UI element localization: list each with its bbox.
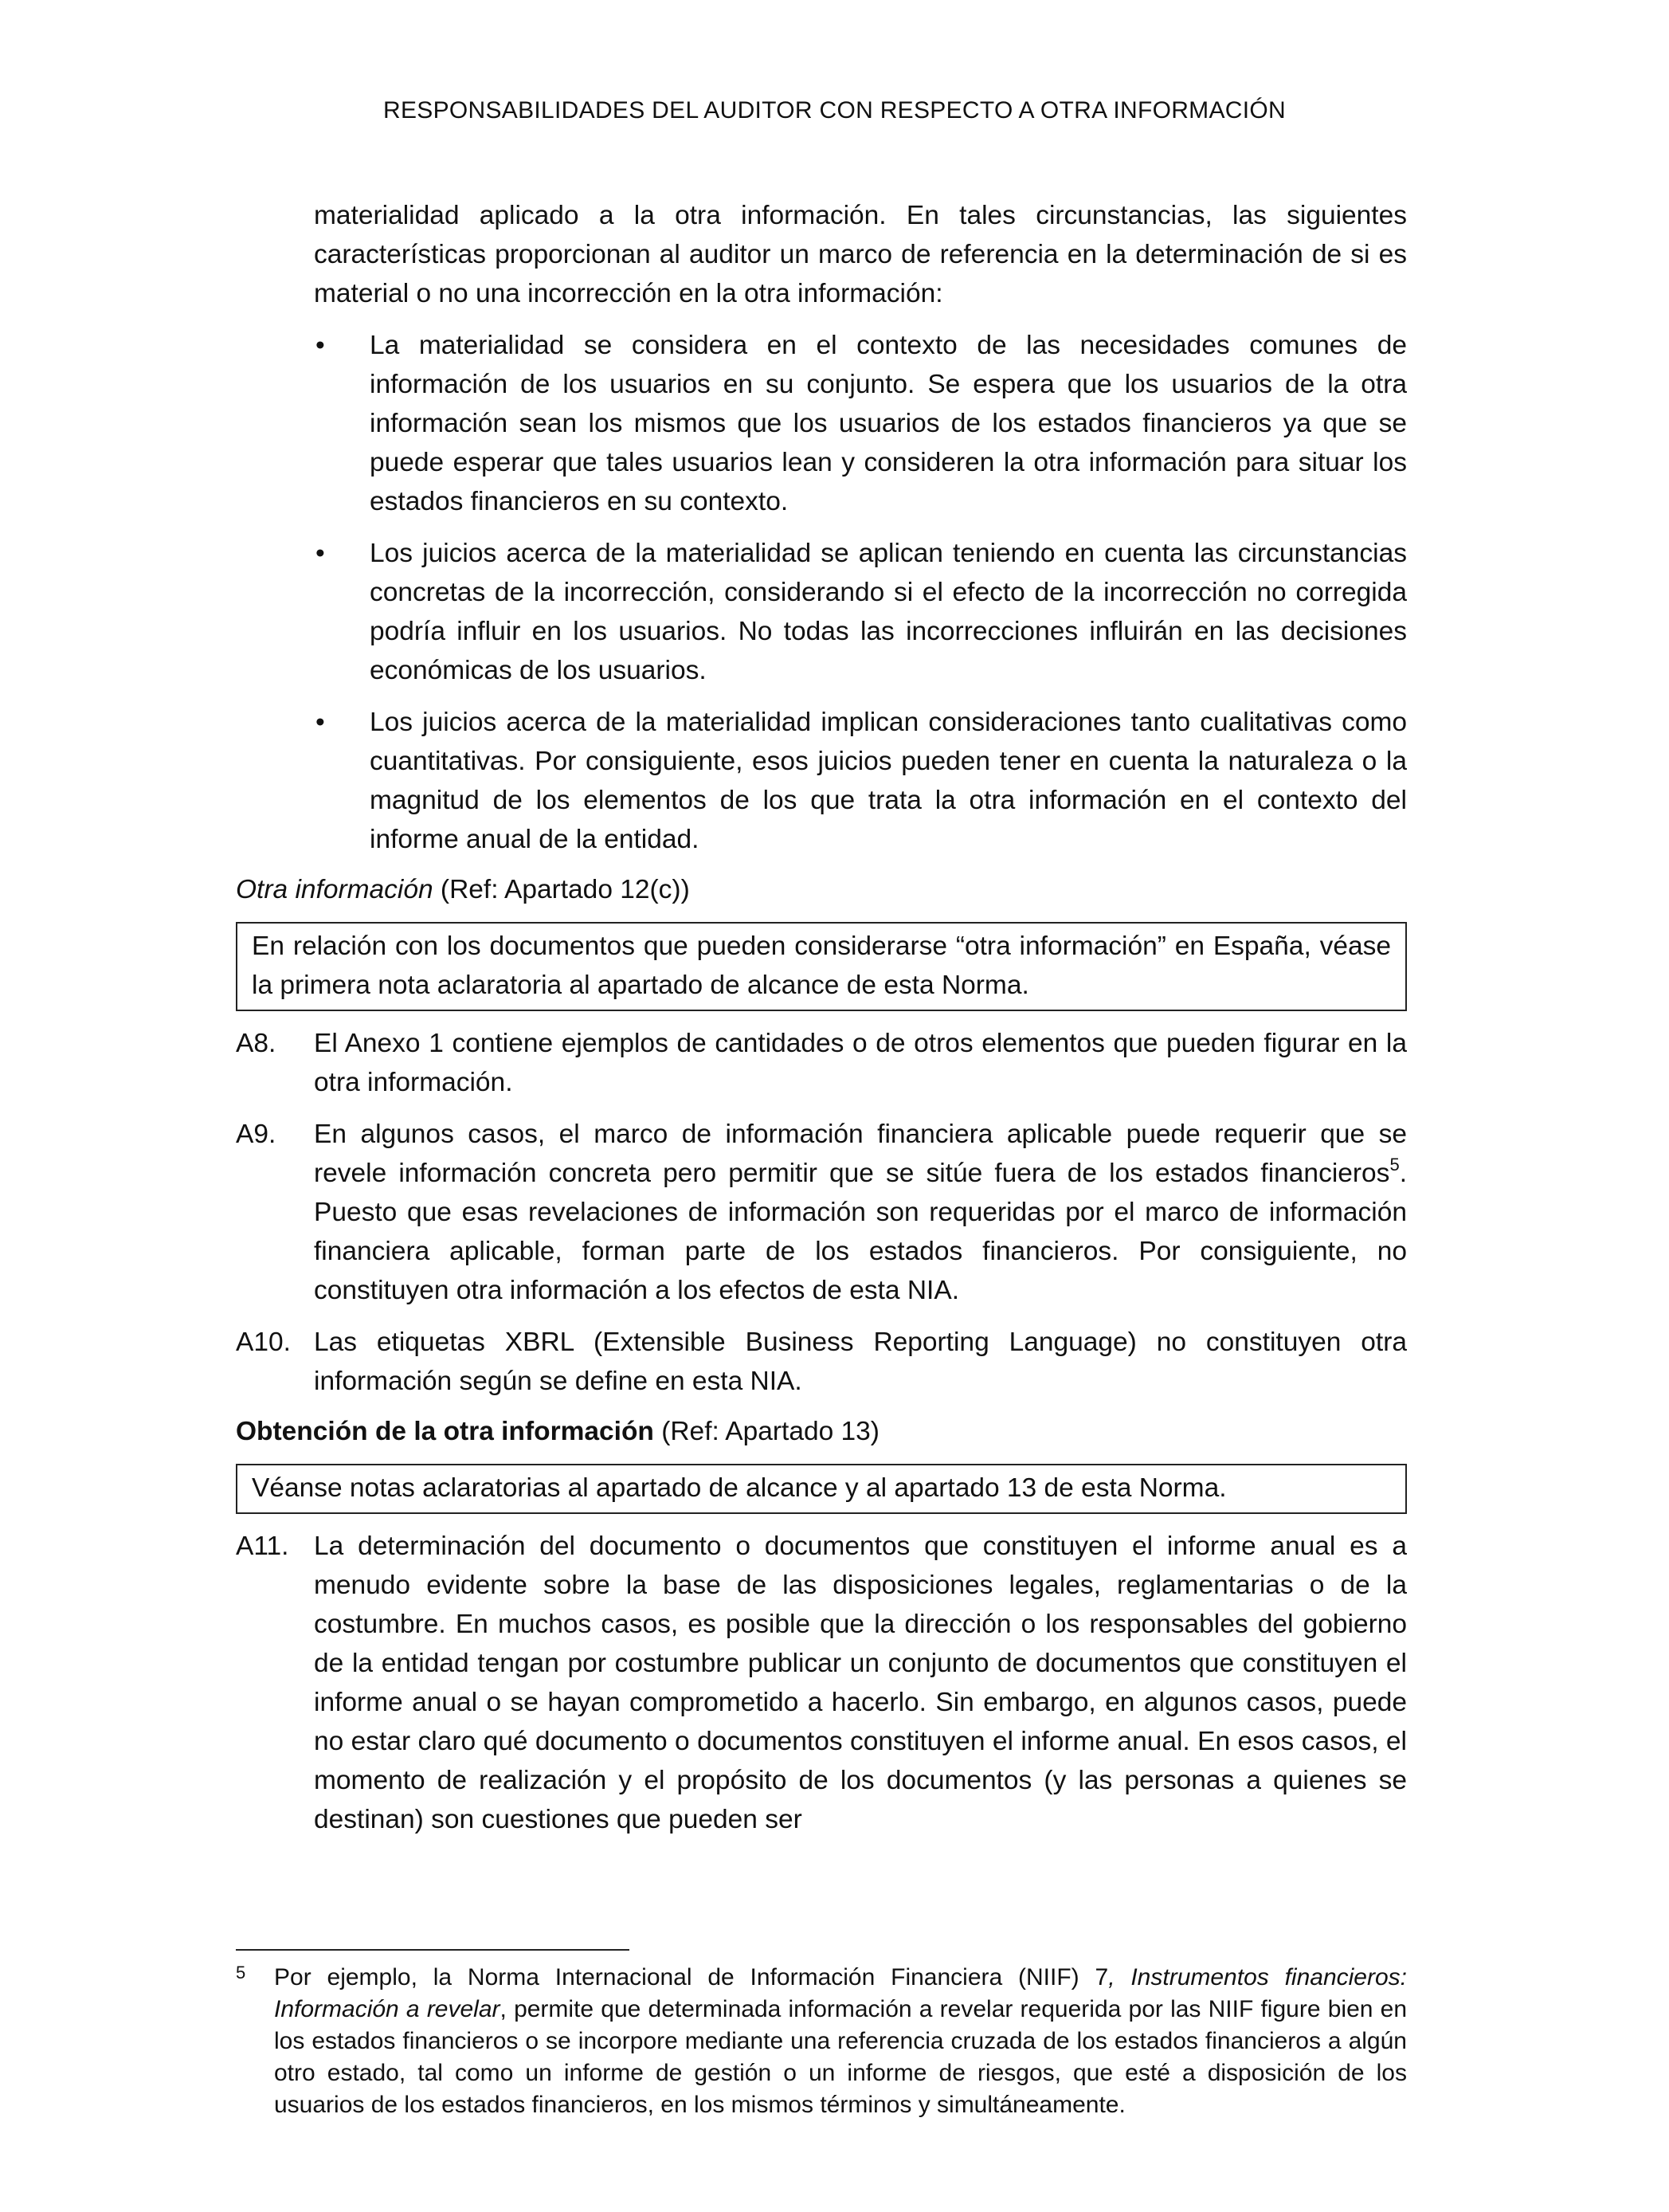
paragraph-text-part: En algunos casos, el marco de información financiera aplicable puede requerir que se revele información concreta pero permitir que se sitúe fuera de los estados financieros xyxy=(314,1120,1407,1188)
main-content xyxy=(236,196,1407,1839)
bullet-icon: • xyxy=(315,708,325,737)
paragraph-text xyxy=(314,1115,1407,1310)
paragraph-number: A10. xyxy=(236,1328,291,1357)
paragraph-a9 xyxy=(236,1115,1407,1310)
footnote-text xyxy=(274,1962,1407,2121)
footnote xyxy=(236,1962,1407,2121)
paragraph-text: La determinación del documento o documentos que constituyen el informe anual es a menudo evidente sobre la base de las disposiciones legales, reglamentarias o de la costumbre. En muchos casos, es posible que la dirección o los responsables del gobierno de la entidad tengan por costumbre publicar un conjunto de documentos que constituyen el informe anual o se hayan comprometido a hacerlo. Sin embargo, en algunos casos, puede no estar claro qué documento o documentos constituyen el informe anual. En esos casos, el momento de realización y el propósito de los documentos (y las personas a quienes se destinan) son cuestiones que pueden ser xyxy=(314,1532,1407,1834)
paragraph-number: A9. xyxy=(236,1120,276,1149)
footnote-text-italic: , Instrumentos financieros: Información a revelar xyxy=(274,1964,1407,2022)
section-heading-ref: (Ref: Apartado 13) xyxy=(653,1417,880,1446)
bullet-text: Los juicios acerca de la materialidad se aplican teniendo en cuenta las circunstancias concretas de la incorrección, considerando si el efecto de la incorrección no corregida podría influir en los usuarios. No todas las incorrecciones influirán en las decisiones económicas de los usuarios. xyxy=(370,539,1407,685)
paragraph-number: A8. xyxy=(236,1029,276,1058)
section-heading-otra-informacion xyxy=(236,870,1407,909)
bullet-item xyxy=(314,534,1407,690)
paragraph-a10 xyxy=(236,1323,1407,1401)
footnote-divider xyxy=(236,1949,629,1951)
intro-paragraph: materialidad aplicado a la otra información. En tales circunstancias, las siguientes características proporcionan al auditor un marco de referencia en la determinación de si es material o no una incorrección en la otra información: xyxy=(314,201,1407,308)
footnote-reference[interactable]: 5 xyxy=(1389,1155,1400,1175)
paragraph-a8 xyxy=(236,1024,1407,1102)
explanatory-note-box: En relación con los documentos que pueden considerarse “otra información” en España, véase la primera nota aclaratoria al apartado de alcance de esta Norma. xyxy=(236,922,1407,1011)
footnote-number: 5 xyxy=(236,1963,246,1983)
paragraph-number: A11. xyxy=(236,1532,289,1561)
bullet-text: Los juicios acerca de la materialidad implican consideraciones tanto cualitativas como cuantitativas. Por consiguiente, esos juicios pueden tener en cuenta la naturaleza o la magnitud de los elementos de los que trata la otra información en el contexto del informe anual de la entidad. xyxy=(370,708,1407,854)
bullet-item xyxy=(314,703,1407,859)
paragraph-text: El Anexo 1 contiene ejemplos de cantidades o de otros elementos que pueden figurar en la otra información. xyxy=(314,1029,1407,1097)
paragraph-text: Las etiquetas XBRL (Extensible Business Reporting Language) no constituyen otra información según se define en esta NIA. xyxy=(314,1328,1407,1396)
footnote-text-part: Por ejemplo, la Norma Internacional de Información Financiera (NIIF) 7 xyxy=(274,1964,1109,1990)
paragraph-text-part: . Puesto que esas revelaciones de información son requeridas por el marco de información financiera aplicable, forman parte de los estados financieros. Por consiguiente, no constituyen otra información a los efectos de esta NIA. xyxy=(314,1159,1407,1305)
footnote-text-part: , permite que determinada información a revelar requerida por las NIIF figure bien en los estados financieros o se incorpore mediante una referencia cruzada de los estados financieros a algún otro estado, tal como un informe de gestión o un informe de riesgos, que esté a disposición de los usuarios de los estados financieros, en los mismos términos y simultáneamente. xyxy=(274,1996,1407,2118)
section-heading-title: Obtención de la otra información xyxy=(236,1417,654,1446)
paragraph-a11 xyxy=(236,1527,1407,1839)
section-heading-ref: (Ref: Apartado 12(c)) xyxy=(433,875,690,904)
bullet-text: La materialidad se considera en el contexto de las necesidades comunes de información de los usuarios en su conjunto. Se espera que los usuarios de la otra información sean los mismos que los usuarios de los estados financieros ya que se puede esperar que tales usuarios lean y consideren la otra información para situar los estados financieros en su contexto. xyxy=(370,331,1407,516)
bullet-item xyxy=(314,326,1407,521)
section-heading-obtencion xyxy=(236,1412,1407,1451)
section-heading-title: Otra información xyxy=(236,875,433,904)
bullet-icon: • xyxy=(315,331,325,360)
page-header: RESPONSABILIDADES DEL AUDITOR CON RESPECTO A OTRA INFORMACIÓN xyxy=(383,97,1286,124)
bullet-icon: • xyxy=(315,539,325,568)
explanatory-note-box: Véanse notas aclaratorias al apartado de alcance y al apartado 13 de esta Norma. xyxy=(236,1464,1407,1514)
